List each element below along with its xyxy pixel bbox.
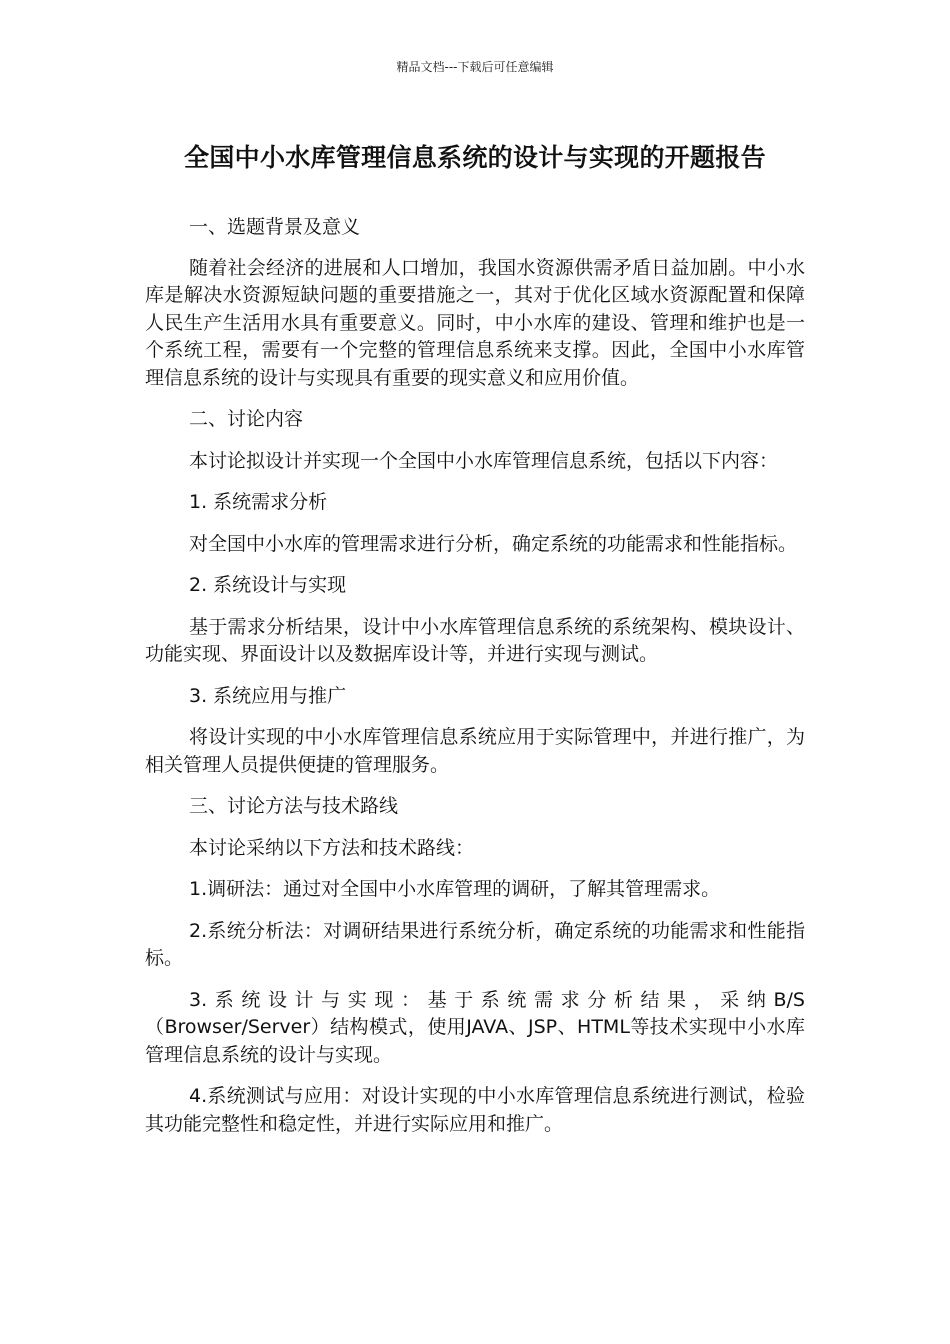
paragraph-requirements: 对全国中小水库的管理需求进行分析，确定系统的功能需求和性能指标。 bbox=[189, 532, 798, 555]
paragraph-application: 将设计实现的中小水库管理信息系统应用于实际管理中，并进行推广，为相关管理人员提供便捷的管理服务。 bbox=[145, 726, 805, 776]
page-header: 精品文档---下载后可任意编辑 bbox=[396, 60, 554, 74]
method-item-testing: 4.系统测试与应用：对设计实现的中小水库管理信息系统进行测试，检验其功能完整性和稳定性，并进行实际应用和推广。 bbox=[145, 1085, 805, 1135]
section-heading-methods: 三、讨论方法与技术路线 bbox=[189, 795, 399, 817]
method-item-analysis: 2.系统分析法：对调研结果进行系统分析，确定系统的功能需求和性能指标。 bbox=[145, 919, 805, 969]
method-item-design: 3.系统设计与实现：基于系统需求分析结果，采纳B/S（Browser/Server）结构模式，使用JAVA、JSP、HTML等技术实现中小水库管理信息系统的设计与实现。 bbox=[145, 988, 805, 1066]
document-title: 全国中小水库管理信息系统的设计与实现的开题报告 bbox=[184, 143, 766, 172]
subheading-requirements: 1. 系统需求分析 bbox=[189, 491, 328, 513]
paragraph-background: 随着社会经济的进展和人口增加，我国水资源供需矛盾日益加剧。中小水库是解决水资源短缺问题的重要措施之一，其对于优化区域水资源配置和保障人民生产生活用水具有重要意义。同时，中小水库的建设、管理和维护也是一个系统工程，需要有一个完整的管理信息系统来支撑。因此，全国中小水库管理信息系统的设计与实现具有重要的现实意义和应用价值。 bbox=[145, 256, 805, 389]
paragraph-design: 基于需求分析结果，设计中小水库管理信息系统的系统架构、模块设计、功能实现、界面设计以及数据库设计等，并进行实现与测试。 bbox=[145, 615, 805, 665]
section-heading-background: 一、选题背景及意义 bbox=[189, 216, 361, 238]
paragraph-content-intro: 本讨论拟设计并实现一个全国中小水库管理信息系统，包括以下内容： bbox=[189, 449, 779, 472]
subheading-design: 2. 系统设计与实现 bbox=[189, 574, 347, 596]
method-item-survey: 1.调研法：通过对全国中小水库管理的调研，了解其管理需求。 bbox=[189, 878, 721, 900]
document-body bbox=[145, 214, 805, 1152]
paragraph-methods-intro: 本讨论采纳以下方法和技术路线： bbox=[189, 836, 475, 859]
section-heading-content: 二、讨论内容 bbox=[189, 408, 304, 430]
subheading-application: 3. 系统应用与推广 bbox=[189, 684, 347, 707]
